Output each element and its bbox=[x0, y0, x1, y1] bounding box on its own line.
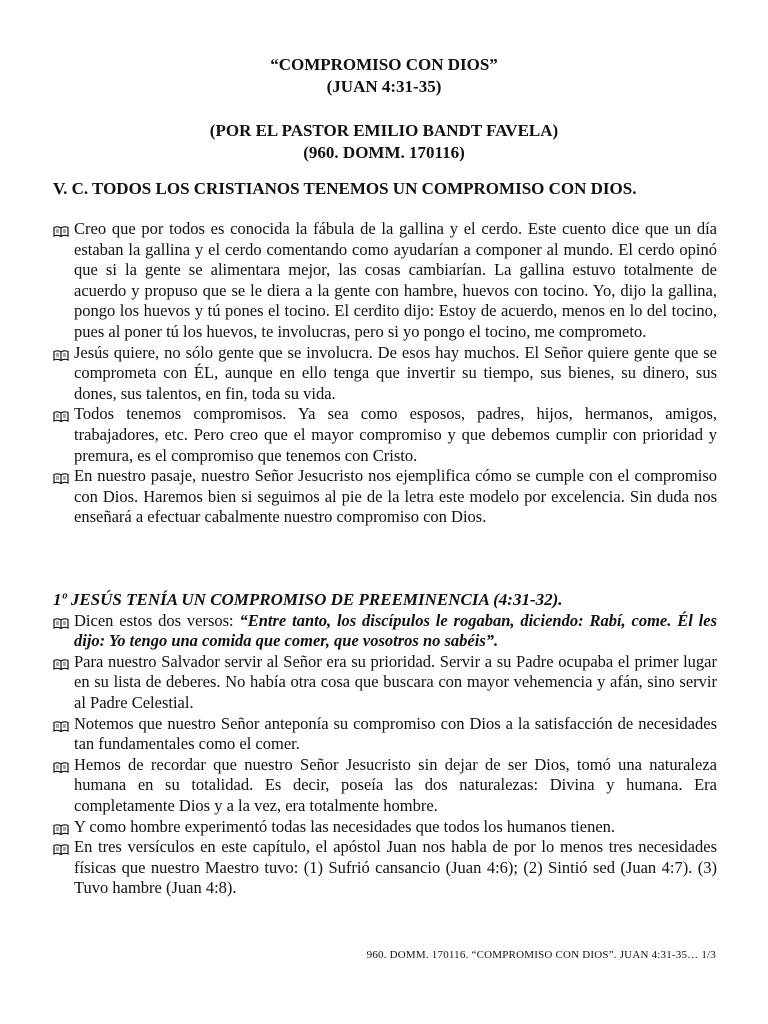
document-code: (960. DOMM. 170116) bbox=[303, 143, 465, 162]
list-item bbox=[53, 652, 717, 714]
intro-text: Dicen estos dos versos: bbox=[74, 610, 240, 630]
list-item-text: Jesús quiere, no sólo gente que se involucra. De esos hay muchos. El Señor quiere gente que se comprometa con ÉL, aunque en ello tenga que invertir su tiempo, sus bienes, su dinero, sus dones, sus talentos, en fin, toda su vida. bbox=[74, 342, 717, 403]
open-book-icon bbox=[53, 223, 69, 236]
scripture-reference: (JUAN 4:31-35) bbox=[326, 77, 442, 96]
open-book-icon bbox=[53, 347, 69, 360]
open-book-icon bbox=[53, 841, 69, 854]
open-book-icon bbox=[53, 759, 69, 772]
open-book-icon bbox=[53, 821, 69, 834]
intro-bullets bbox=[53, 219, 717, 528]
list-item-text: Creo que por todos es conocida la fábula de la gallina y el cerdo. Este cuento dice que un día estaban la gallina y el cerdo comentando como ayudarían a componer al mundo. El cerdo opinó que si la gente se alimentara mejor, las cosas cambiarían. La gallina estuvo totalmente de acuerdo y propuso que se le diera a la gente con hambre, huevos con tocino. Yo, dijo la gallina, pongo los huevos y tú pones el tocino. El cerdito dijo: Estoy de acuerdo, menos en lo del tocino, pues al poner tú los huevos, te involucras, pero si yo pongo el tocino, me comprometo. bbox=[74, 219, 717, 341]
list-item-text: Hemos de recordar que nuestro Señor Jesucristo sin dejar de ser Dios, tomó una naturaleza humana en su totalidad. Es decir, poseía las dos naturalezas: Divina y humana. Era completamente Dios y a la vez, era totalmente hombre. bbox=[74, 754, 717, 815]
list-item bbox=[53, 611, 717, 652]
list-item-text: Notemos que nuestro Señor anteponía su compromiso con Dios a la satisfacción de necesidades tan fundamentales como el comer. bbox=[74, 713, 717, 754]
point-1-section bbox=[53, 590, 717, 899]
list-item bbox=[53, 837, 717, 899]
open-book-icon bbox=[53, 656, 69, 669]
sermon-title: “COMPROMISO CON DIOS” bbox=[270, 55, 498, 74]
list-item bbox=[53, 755, 717, 817]
document-header bbox=[0, 54, 768, 164]
list-item bbox=[53, 219, 717, 343]
point-1-heading: 1º JESÚS TENÍA UN COMPROMISO DE PREEMINENCIA (4:31-32). bbox=[53, 590, 563, 609]
open-book-icon bbox=[53, 470, 69, 483]
list-item bbox=[53, 817, 717, 838]
open-book-icon bbox=[53, 408, 69, 421]
open-book-icon bbox=[53, 615, 69, 628]
list-item bbox=[53, 466, 717, 528]
list-item-text: En nuestro pasaje, nuestro Señor Jesucristo nos ejemplifica cómo se cumple con el compromiso con Dios. Haremos bien si seguimos al pie de la letra este modelo por excelencia. Sin duda nos enseñará a efectuar cabalmente nuestro compromiso con Dios. bbox=[74, 466, 717, 527]
list-item-text: En tres versículos en este capítulo, el apóstol Juan nos habla de por lo menos tres necesidades físicas que nuestro Maestro tuvo: (1) Sufrió cansancio (Juan 4:6); (2) Sintió sed (Juan 4:7). (3) Tuvo hambre (Juan 4:8). bbox=[74, 837, 717, 898]
scripture-quote: “Entre tanto, los discípulos le rogaban, diciendo: Rabí, come. Él les dijo: Yo tengo una comida que comer, que vosotros no sabéis”. bbox=[74, 610, 717, 651]
author-line: (POR EL PASTOR EMILIO BANDT FAVELA) bbox=[209, 121, 559, 140]
list-item bbox=[53, 343, 717, 405]
section-heading: V. C. TODOS LOS CRISTIANOS TENEMOS UN COMPROMISO CON DIOS. bbox=[53, 179, 637, 198]
list-item-text: Para nuestro Salvador servir al Señor era su prioridad. Servir a su Padre ocupaba el primer lugar en su lista de deberes. No había otra cosa que buscara con mayor vehemencia y afán, sino servir al Padre Celestial. bbox=[74, 651, 717, 712]
open-book-icon bbox=[53, 718, 69, 731]
list-item-text: Y como hombre experimentó todas las necesidades que todos los humanos tienen. bbox=[74, 816, 616, 836]
list-item bbox=[53, 404, 717, 466]
list-item-text: Todos tenemos compromisos. Ya sea como esposos, padres, hijos, hermanos, amigos, trabajadores, etc. Pero creo que el mayor compromiso y que debemos cumplir con prioridad y premura, es el compromiso que tenemos con Cristo. bbox=[74, 404, 717, 465]
page-footer: 960. DOMM. 170116. “COMPROMISO CON DIOS”. JUAN 4:31-35… 1/3 bbox=[366, 949, 716, 961]
list-item bbox=[53, 714, 717, 755]
point-1-bullets bbox=[53, 652, 717, 899]
